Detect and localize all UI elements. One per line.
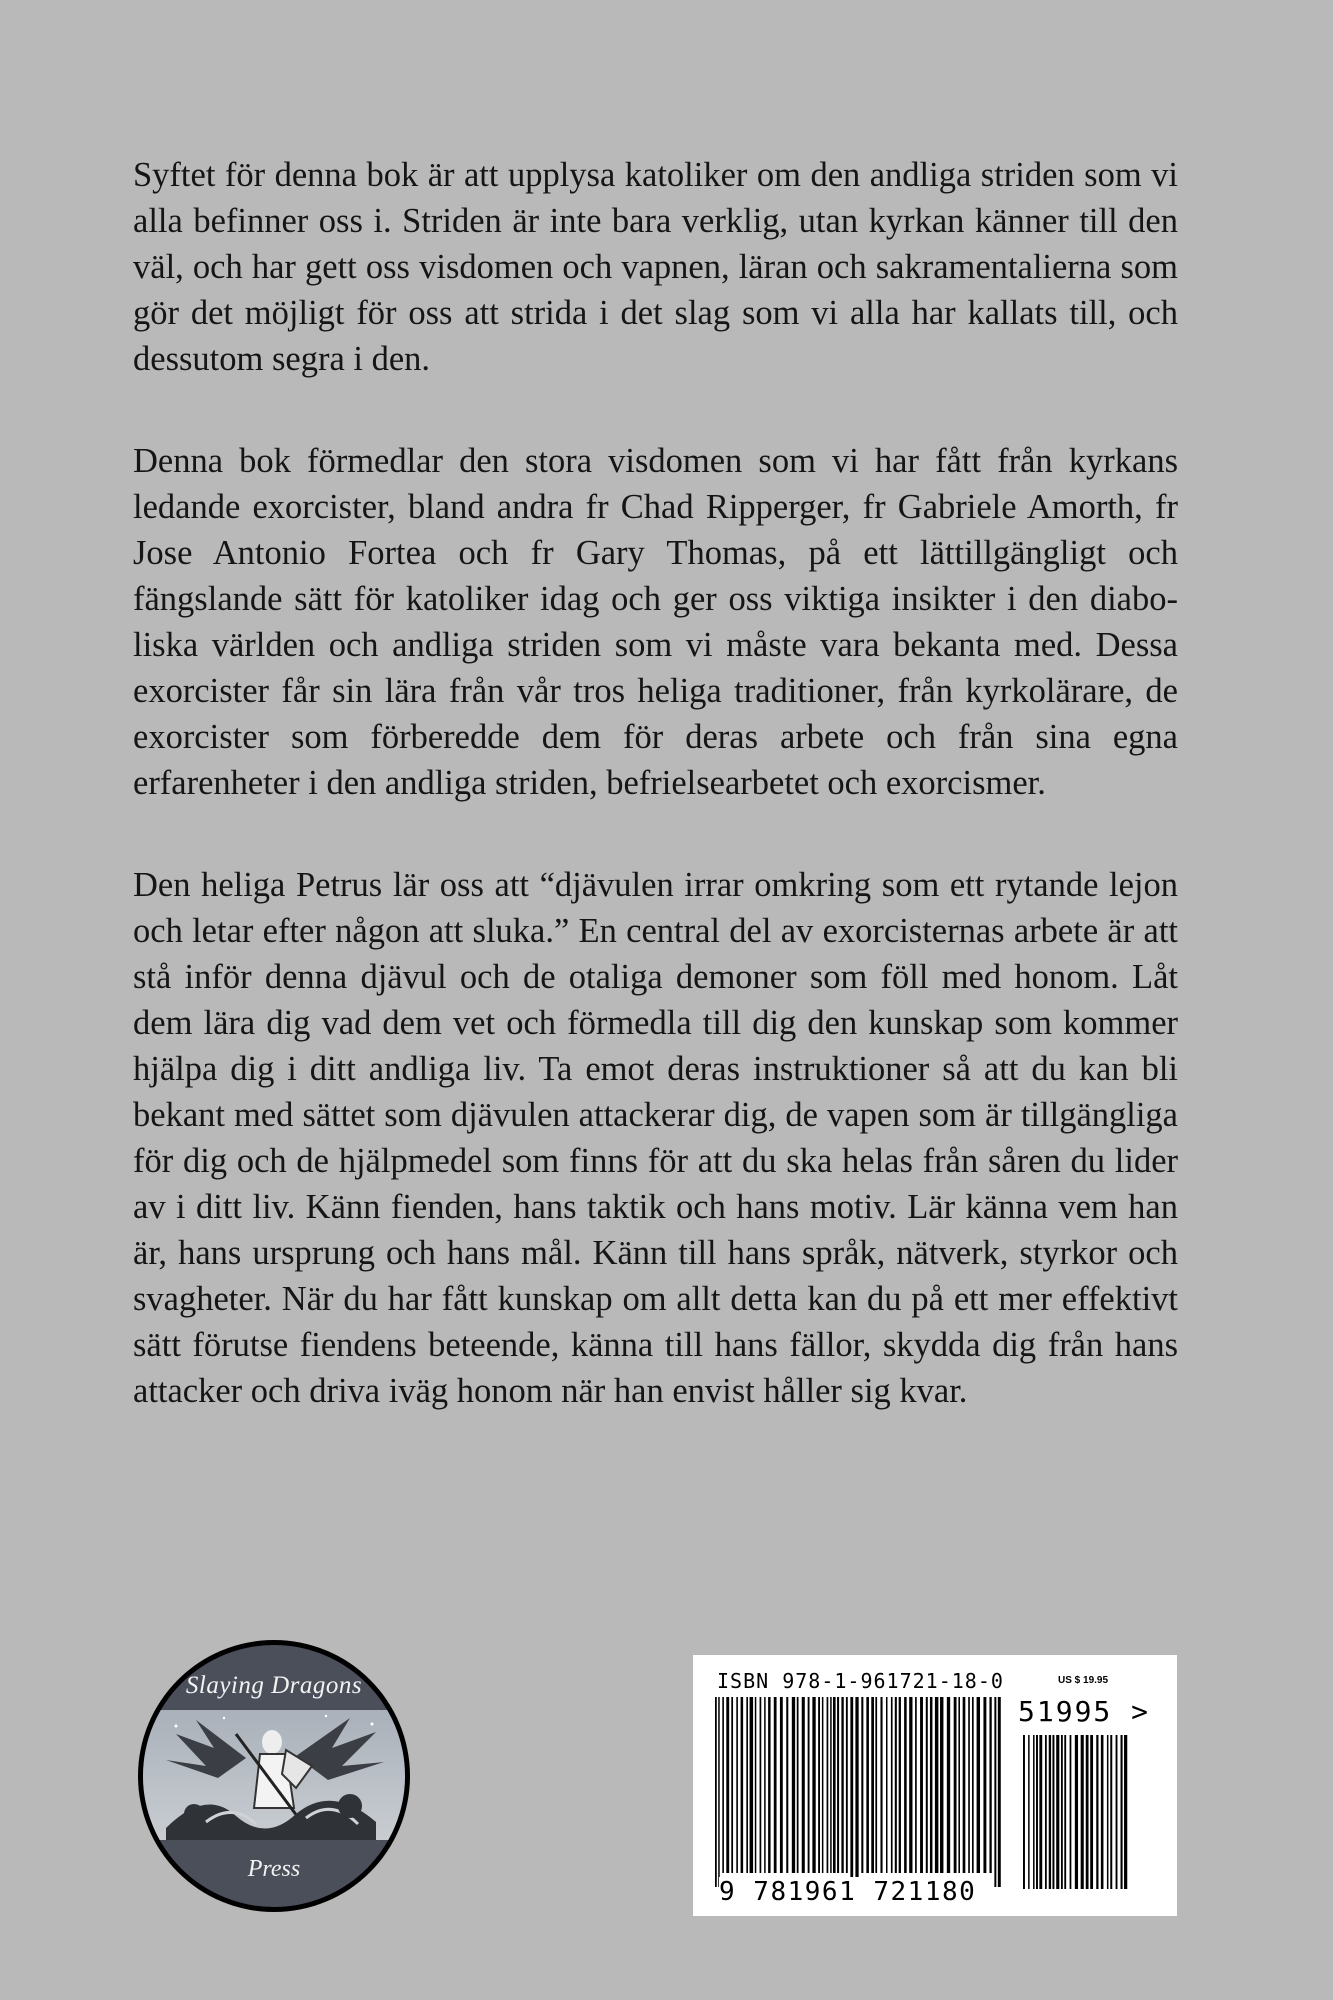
barcode-bar — [1096, 1735, 1098, 1889]
barcode-bar — [866, 1697, 869, 1873]
barcode-bar — [1081, 1735, 1084, 1889]
barcode-bar — [1121, 1735, 1123, 1889]
barcode-bar — [994, 1697, 996, 1887]
barcode-bar — [827, 1697, 829, 1873]
isbn-label: ISBN 978-1-961721-18-0 — [717, 1669, 1004, 1693]
barcode-bar — [915, 1697, 917, 1873]
barcode-bar — [920, 1697, 923, 1873]
barcode-bar — [731, 1697, 733, 1873]
barcode-bar — [998, 1697, 1001, 1887]
barcode-bar — [841, 1697, 843, 1873]
barcode-bar — [797, 1697, 799, 1873]
barcode-bar — [1090, 1735, 1093, 1889]
barcode-bar — [1028, 1735, 1030, 1889]
barcode-bar — [875, 1697, 877, 1873]
barcode-bar — [833, 1697, 836, 1873]
barcode-bar — [930, 1697, 933, 1873]
barcode-bar — [1107, 1735, 1109, 1889]
barcode-bar — [895, 1697, 897, 1873]
barcode-bar — [822, 1697, 824, 1873]
barcode-bar — [736, 1697, 738, 1873]
barcode-bar — [926, 1697, 928, 1873]
barcode-bar — [1039, 1735, 1042, 1889]
barcode-bar — [792, 1697, 795, 1873]
publisher-name-bottom: Press — [247, 1856, 301, 1882]
paragraph-3: Den heliga Petrus lär oss att “djävulen irrar omkring som ett rytande lejon och letar efter någon att sluka.” En central del av exorcisternas arbete är att stå inför denna djävul och de otaliga demoner som föll med honom. Låt dem lära dig vad dem vet och förmedla till dig den kunskap som kommer hjälpa dig i ditt andliga liv. Ta emot deras instruktioner så att du kan bli bekant med sättet som djävulen attackerar dig, de vapen som är tillgängliga för dig och de hjälpmedel som finns för att du ska helas från såren du lider av i ditt liv. Känn fienden, hans taktik och hans motiv. Lär känna vem han är, hans ursprung och hans mål. Känn till hans språk, nätverk, styrkor och svagheter. När du har fått kunskap om allt detta kan du på ett mer effektivt sätt förutse fiendens beteende, känna till hans fällor, skydda dig från hans attacker och driva iväg honom när han envist håller sig kvar. — [133, 866, 1178, 1410]
barcode-bar — [1036, 1735, 1038, 1889]
barcode-bar — [818, 1697, 820, 1873]
barcode-bar — [963, 1697, 966, 1873]
barcode-bar — [855, 1697, 858, 1887]
barcode-bar — [977, 1697, 980, 1873]
barcode-bar — [886, 1697, 888, 1873]
barcode-bar — [760, 1697, 762, 1873]
barcode-bar — [780, 1697, 783, 1873]
barcode-bar — [972, 1697, 974, 1873]
barcode-bar — [1075, 1735, 1078, 1889]
back-cover-text — [133, 152, 1178, 1470]
barcode-bar — [768, 1697, 770, 1873]
barcode-bar — [1064, 1735, 1066, 1889]
barcode-bar — [808, 1697, 810, 1873]
barcode-bar — [1116, 1735, 1118, 1889]
barcode-bar — [880, 1697, 882, 1873]
barcode-bar — [940, 1697, 943, 1873]
barcode-bar — [786, 1697, 788, 1873]
barcode-bar — [746, 1697, 748, 1873]
price-label: US $ 19.95 — [1058, 1675, 1109, 1686]
barcode-bar — [968, 1697, 970, 1873]
barcode-bar — [1056, 1735, 1059, 1889]
barcode-bar — [1045, 1735, 1047, 1889]
barcode-bar — [1033, 1735, 1035, 1889]
barcode-bar — [1110, 1735, 1112, 1889]
barcode-bar — [871, 1697, 874, 1873]
barcode-bar — [726, 1697, 729, 1873]
barcode-bar — [802, 1697, 805, 1873]
barcode-bar — [989, 1697, 991, 1873]
barcode-bar — [954, 1697, 957, 1873]
barcode-bar — [846, 1697, 848, 1873]
barcode-bar — [750, 1697, 754, 1873]
barcode-area — [693, 1655, 1177, 1916]
barcode-bar — [812, 1697, 815, 1873]
barcode-bar — [715, 1697, 717, 1887]
barcode-bar — [1052, 1735, 1054, 1889]
barcode-bar — [899, 1697, 901, 1873]
barcode-bar — [947, 1697, 950, 1873]
barcode-bar — [935, 1697, 938, 1873]
barcode-bar — [755, 1697, 757, 1873]
barcode-bar — [718, 1697, 720, 1887]
barcode-bar — [837, 1697, 839, 1873]
barcode-bar — [1086, 1735, 1089, 1889]
ean-barcode — [715, 1697, 1005, 1887]
paragraph-2: Denna bok förmedlar den stora visdomen som vi har fått från kyrkans ledande exorcister, bland andra fr Chad Ripperger, fr Gabriele Amorth, fr Jose Antonio Fortea och fr Gary Thomas, på ett lättillgängligt och fängslande sätt för katoliker idag och ger oss viktiga insikter i den diaboliska världen och andliga striden som vi måste vara bekanta med. Dessa exorcister får sin lära från vår tros heliga traditioner, från kyrkolärare, de exorcister som förberedde dem för deras arbete och från sina egna erfarenheter i den andliga striden, befrielsearbetet och exorcismer. — [133, 442, 1178, 802]
barcode-bar — [1049, 1735, 1051, 1889]
barcode-bar — [722, 1697, 724, 1873]
publisher-name-top: Slaying Dragons — [185, 1672, 363, 1699]
barcode-bar — [958, 1697, 960, 1873]
barcode-bar — [983, 1697, 986, 1873]
barcode-bar — [764, 1697, 766, 1873]
barcode-bar — [861, 1697, 863, 1873]
publisher-logo — [136, 1638, 412, 1914]
barcode-bar — [909, 1697, 912, 1873]
barcode-bar — [891, 1697, 893, 1873]
barcode-bar — [1023, 1735, 1025, 1889]
barcode-bar — [1101, 1735, 1104, 1889]
barcode-bar — [741, 1697, 744, 1873]
addon-barcode — [1023, 1735, 1138, 1905]
barcode-bar — [774, 1697, 777, 1873]
barcode-bar — [830, 1697, 832, 1873]
price-addon-digits: 51995 > — [1018, 1695, 1151, 1728]
barcode-bar — [1061, 1735, 1063, 1889]
ean-digits: 9 781961 721180 — [719, 1877, 977, 1907]
barcode-bar — [1124, 1735, 1127, 1889]
barcode-bar — [850, 1697, 853, 1887]
paragraph-1: Syftet för denna bok är att upplysa katoliker om den andliga striden som vi alla befinner oss i. Striden är inte bara verklig, utan kyrkan känner till den väl, och har gett oss visdomen och vapnen, läran och sakramentalierna som gör det möjligt för oss att strida i det slag som vi alla har kallats till, och dessutom segra i den. — [133, 156, 1178, 378]
barcode-bar — [904, 1697, 907, 1873]
barcode-bar — [1070, 1735, 1072, 1889]
